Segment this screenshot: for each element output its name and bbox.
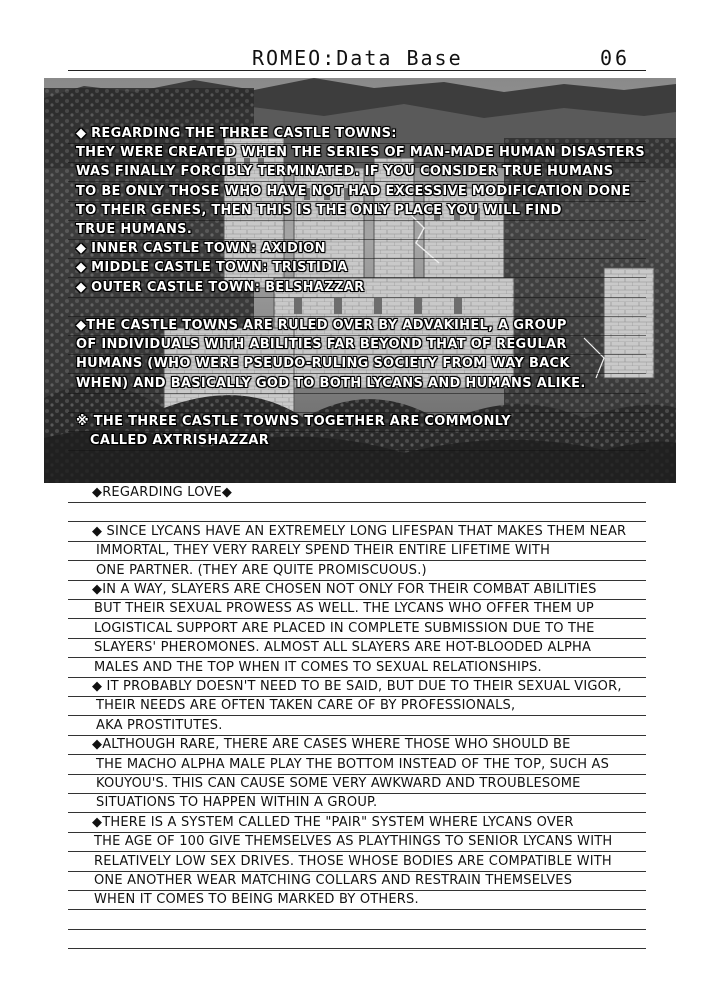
- ruled-line: [68, 239, 646, 240]
- ruled-line: [68, 599, 646, 600]
- love-text-line: ◆ SINCE LYCANS HAVE AN EXTREMELY LONG LIFESPAN THAT MAKES THEM NEAR: [92, 523, 627, 539]
- ruled-line: [68, 754, 646, 755]
- love-section-heading: ◆REGARDING LOVE◆: [92, 485, 233, 500]
- love-text-line: SLAYERS' PHEROMONES. ALMOST ALL SLAYERS ARE HOT-BLOODED ALPHA: [94, 640, 592, 656]
- ruled-line: [68, 297, 646, 298]
- castle-text-line: ※ THE THREE CASTLE TOWNS TOGETHER ARE COMMONLY: [76, 414, 511, 429]
- ruled-line: [68, 181, 646, 182]
- ruled-line: [68, 677, 646, 678]
- love-text-line: ONE ANOTHER WEAR MATCHING COLLARS AND RESTRAIN THEMSELVES: [94, 873, 573, 888]
- ruled-line: [68, 335, 646, 336]
- love-text-line: MALES AND THE TOP WHEN IT COMES TO SEXUAL RELATIONSHIPS.: [94, 659, 542, 675]
- castle-text-line: ◆THE CASTLE TOWNS ARE RULED OVER BY ADVAKIHEL, A GROUP: [76, 318, 567, 333]
- love-text-line: WHEN IT COMES TO BEING MARKED BY OTHERS.: [94, 892, 419, 908]
- ruled-line: [68, 431, 646, 432]
- ruled-line: [68, 580, 646, 581]
- ruled-line: [68, 638, 646, 639]
- castle-text-line: CALLED AXTRISHAZZAR: [90, 433, 270, 449]
- castle-text-line: ◆ INNER CASTLE TOWN: AXIDION: [76, 241, 326, 257]
- castle-text-line: WHEN) AND BASICALLY GOD TO BOTH LYCANS AND HUMANS ALIKE.: [76, 375, 586, 391]
- ruled-line: [68, 774, 646, 775]
- love-text-line: ONE PARTNER. (THEY ARE QUITE PROMISCUOUS.): [96, 562, 427, 578]
- ruled-line: [68, 373, 646, 374]
- castle-text-line: TO THEIR GENES, THEN THIS IS THE ONLY PLACE YOU WILL FIND: [76, 202, 562, 218]
- castle-text-line: THEY WERE CREATED WHEN THE SERIES OF MAN-MADE HUMAN DISASTERS: [76, 145, 645, 161]
- ruled-line: [68, 851, 646, 852]
- ruled-line: [68, 832, 646, 833]
- castle-text-line: OF INDIVIDUALS WITH ABILITIES FAR BEYOND THAT OF REGULAR: [76, 337, 567, 353]
- love-text-line: THE AGE OF 100 GIVE THEMSELVES AS PLAYTHINGS TO SENIOR LYCANS WITH: [94, 834, 613, 850]
- ruled-line: [68, 871, 646, 872]
- ruled-line: [68, 521, 646, 522]
- ruled-line: [68, 393, 646, 394]
- ruled-line: [68, 502, 646, 503]
- love-text-line: LOGISTICAL SUPPORT ARE PLACED IN COMPLETE SUBMISSION DUE TO THE: [94, 620, 595, 636]
- castle-text-line: HUMANS (WHO WERE PSEUDO-RULING SOCIETY FROM WAY BACK: [76, 356, 570, 372]
- ruled-line: [68, 143, 646, 144]
- castle-text-line: WAS FINALLY FORCIBLY TERMINATED. IF YOU CONSIDER TRUE HUMANS: [76, 164, 614, 180]
- castle-text-line: ◆ OUTER CASTLE TOWN: BELSHAZZAR: [76, 279, 365, 295]
- love-text-line: ◆IN A WAY, SLAYERS ARE CHOSEN NOT ONLY FOR THEIR COMBAT ABILITIES: [92, 582, 597, 597]
- ruled-line: [68, 890, 646, 891]
- love-text-line: THE MACHO ALPHA MALE PLAY THE BOTTOM INSTEAD OF THE TOP, SUCH AS: [96, 756, 610, 772]
- castle-text-line: TRUE HUMANS.: [76, 222, 193, 237]
- love-text-line: SITUATIONS TO HAPPEN WITHIN A GROUP.: [96, 795, 378, 811]
- header-rule: [68, 70, 646, 71]
- love-text-line: ◆THERE IS A SYSTEM CALLED THE "PAIR" SYSTEM WHERE LYCANS OVER: [92, 814, 574, 830]
- page-number: 06: [600, 46, 631, 70]
- love-text-line: KOUYOU'S. THIS CAN CAUSE SOME VERY AWKWARD AND TROUBLESOME: [96, 776, 581, 791]
- love-text-line: AKA PROSTITUTES.: [96, 717, 223, 733]
- ruled-line: [68, 812, 646, 813]
- ruled-line: [68, 793, 646, 794]
- ruled-line: [68, 560, 646, 561]
- ruled-line: [68, 715, 646, 716]
- ruled-line: [68, 909, 646, 910]
- ruled-line: [68, 735, 646, 736]
- ruled-line: [68, 948, 646, 949]
- page-title: ROMEO:Data Base: [252, 46, 463, 70]
- love-text-line: RELATIVELY LOW SEX DRIVES. THOSE WHOSE BODIES ARE COMPATIBLE WITH: [94, 853, 612, 869]
- ruled-line: [68, 220, 646, 221]
- castle-text-line: ◆ MIDDLE CASTLE TOWN: TRISTIDIA: [76, 260, 348, 276]
- page-header: [0, 44, 720, 74]
- castle-text-line: ◆ REGARDING THE THREE CASTLE TOWNS:: [76, 126, 397, 141]
- love-text-line: ◆ IT PROBABLY DOESN'T NEED TO BE SAID, BUT DUE TO THEIR SEXUAL VIGOR,: [92, 679, 622, 694]
- ruled-line: [68, 316, 646, 317]
- love-text-line: THEIR NEEDS ARE OFTEN TAKEN CARE OF BY PROFESSIONALS,: [96, 698, 516, 714]
- castle-text-line: TO BE ONLY THOSE WHO HAVE NOT HAD EXCESSIVE MODIFICATION DONE: [76, 183, 631, 199]
- ruled-line: [68, 696, 646, 697]
- love-text-line: BUT THEIR SEXUAL PROWESS AS WELL. THE LYCANS WHO OFFER THEM UP: [94, 601, 594, 617]
- ruled-line: [68, 277, 646, 278]
- love-text-line: ◆ALTHOUGH RARE, THERE ARE CASES WHERE THOSE WHO SHOULD BE: [92, 737, 571, 753]
- ruled-line: [68, 929, 646, 930]
- ruled-line: [68, 657, 646, 658]
- ruled-line: [68, 412, 646, 413]
- ruled-line: [68, 541, 646, 542]
- love-text-line: IMMORTAL, THEY VERY RARELY SPEND THEIR ENTIRE LIFETIME WITH: [96, 543, 551, 559]
- ruled-line: [68, 618, 646, 619]
- ruled-line: [68, 201, 646, 202]
- ruled-line: [68, 450, 646, 451]
